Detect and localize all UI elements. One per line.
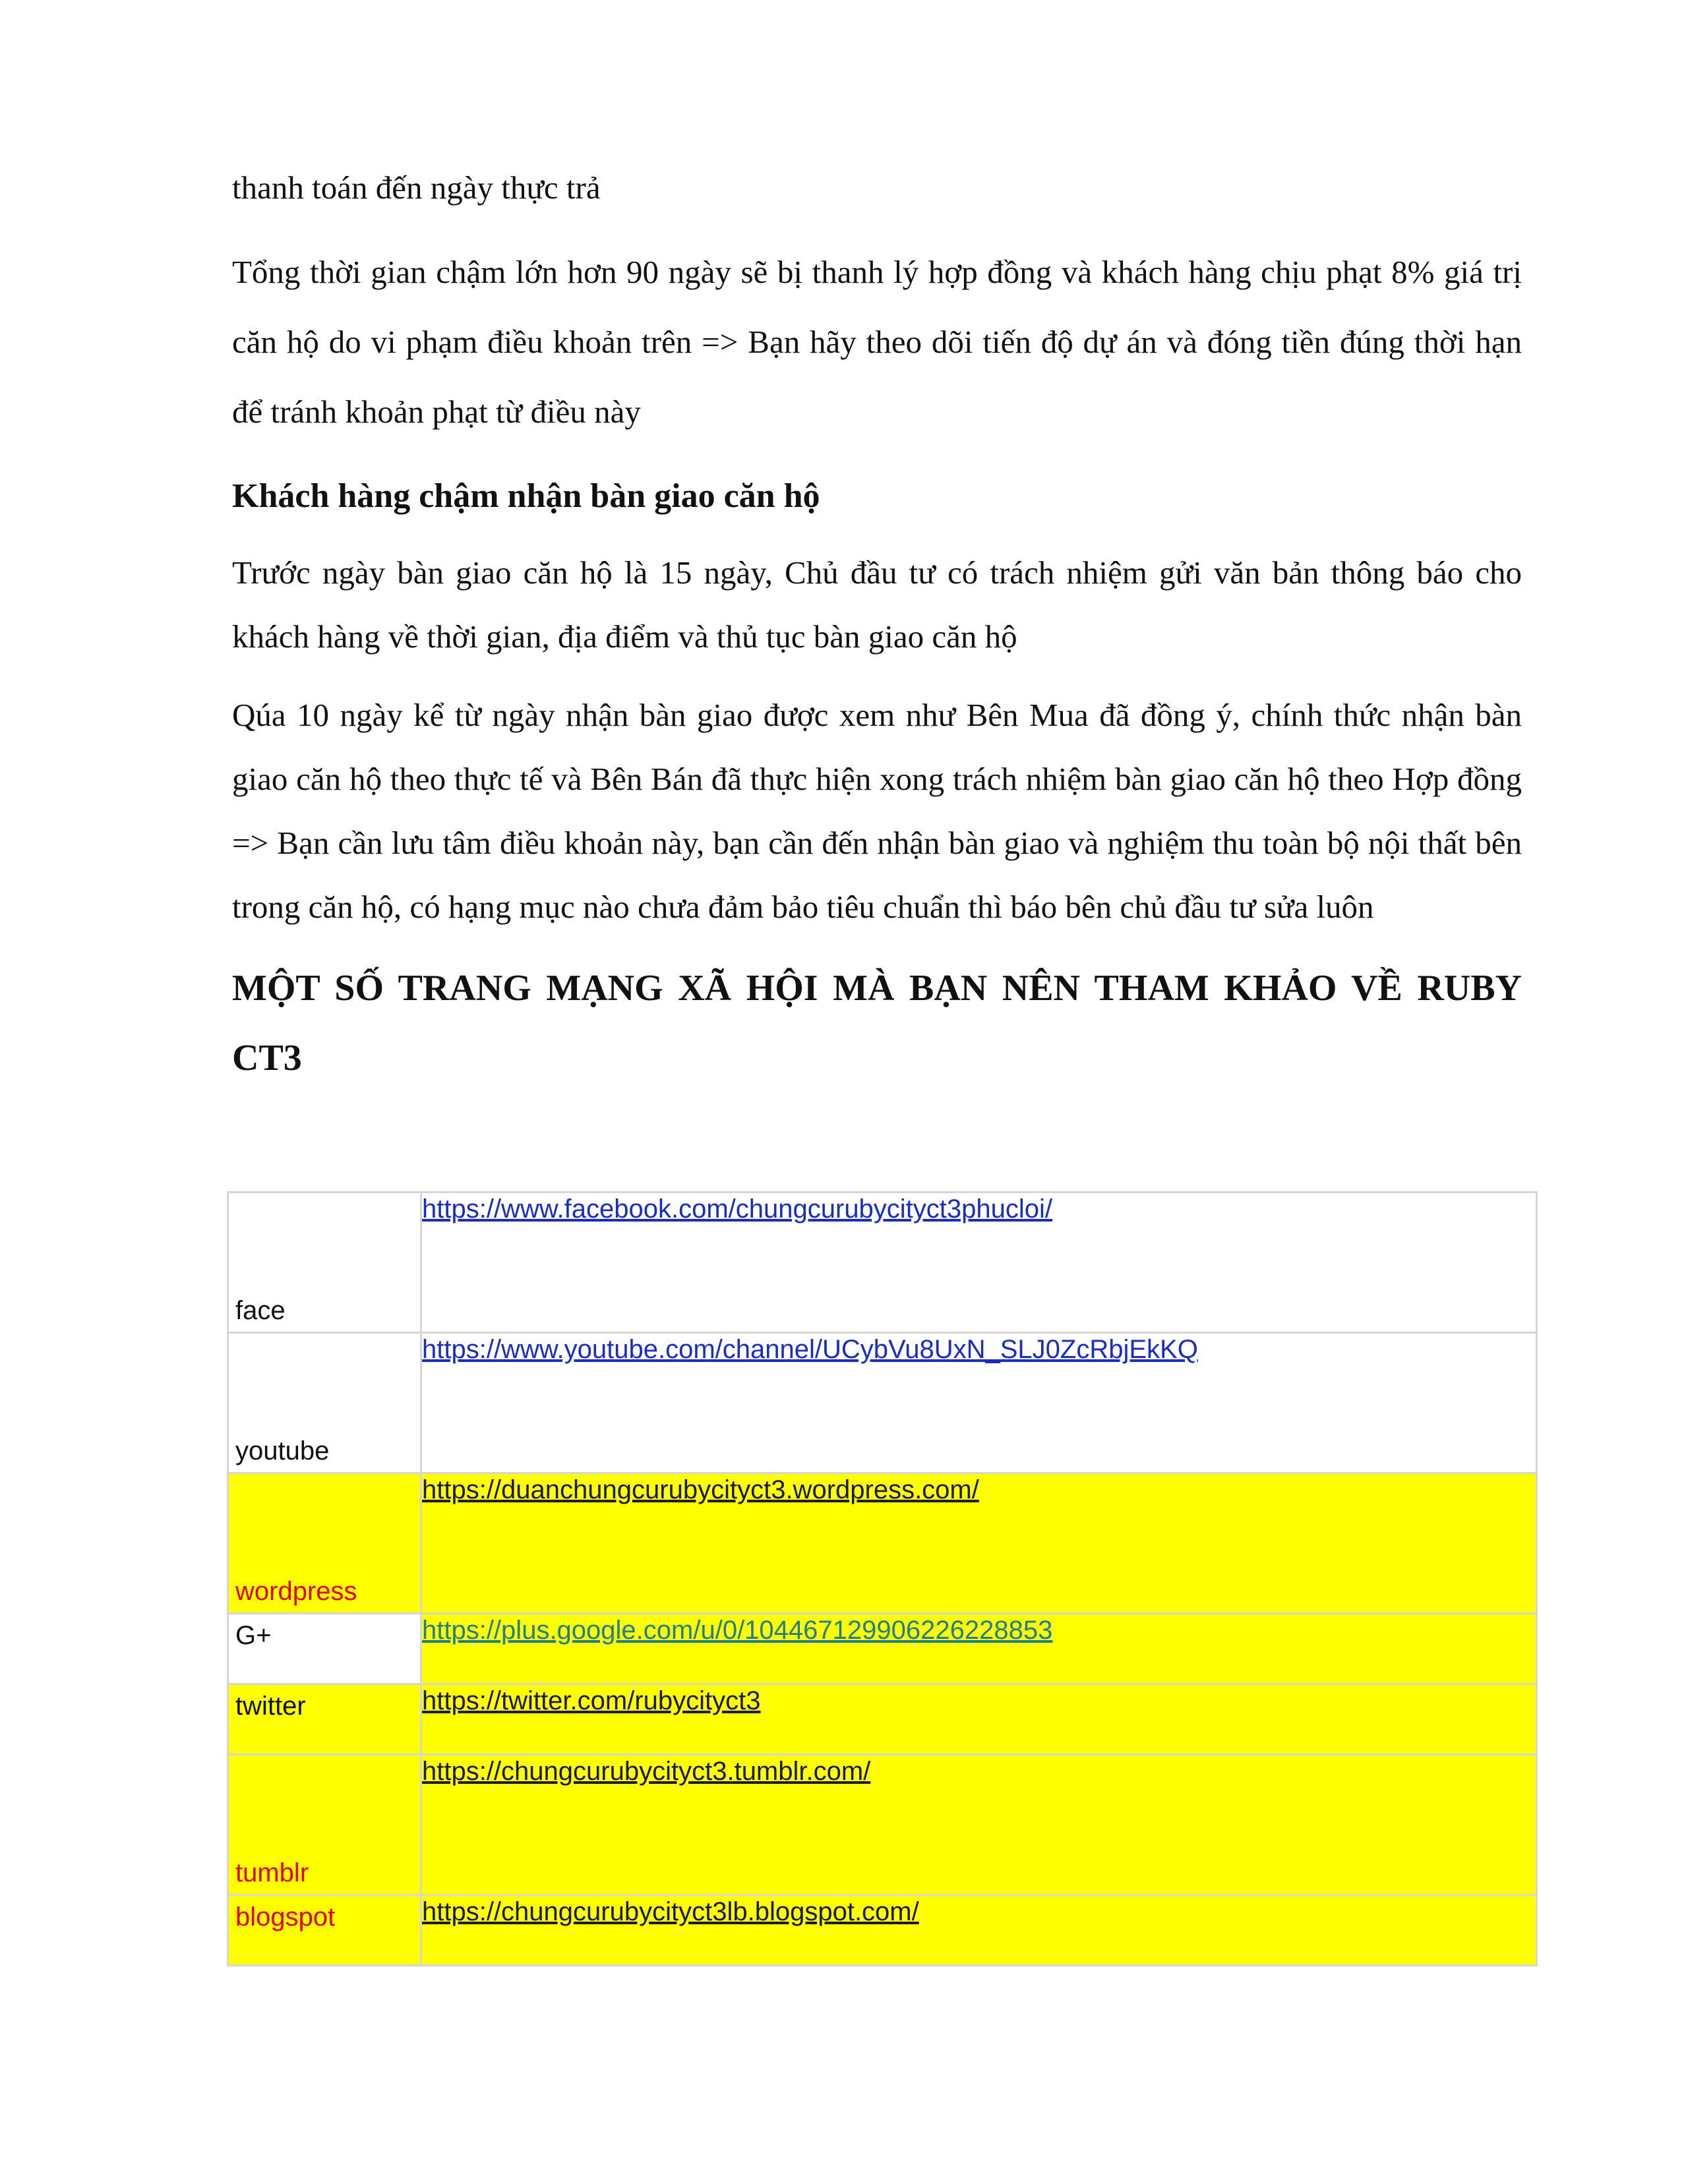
twitter-link[interactable]: https://twitter.com/rubycityct3 [422, 1686, 761, 1715]
row-label-blogspot: blogspot [235, 1903, 336, 1932]
table-row [228, 1193, 1537, 1333]
table-row [228, 1614, 1537, 1684]
table-row [228, 1473, 1537, 1614]
wordpress-link[interactable]: https://duanchungcurubycityct3.wordpress.com/ [422, 1475, 979, 1504]
label-cell [228, 1193, 421, 1333]
social-links-table [227, 1191, 1538, 1966]
heading-late-handover: Khách hàng chậm nhận bàn giao căn hộ [232, 477, 820, 515]
heading-social-links: MỘT SỐ TRANG MẠNG XÃ HỘI MÀ BẠN NÊN THAM KHẢO VỀ RUBY CT3 [232, 968, 1522, 1078]
youtube-link[interactable]: https://www.youtube.com/channel/UCybVu8UxN_SLJ0ZcRbjEkKQ [422, 1335, 1198, 1364]
url-cell [421, 1333, 1537, 1473]
google-plus-link[interactable]: https://plus.google.com/u/0/104467129906226228853 [422, 1616, 1053, 1645]
paragraph-payment-end: thanh toán đến ngày thực trả [232, 169, 601, 206]
table-row [228, 1333, 1537, 1473]
label-cell [228, 1895, 421, 1966]
paragraph-handover-deadline: Qúa 10 ngày kể từ ngày nhận bàn giao được xem như Bên Mua đã đồng ý, chính thức nhận bàn giao căn hộ theo thực tế và Bên Bán đã thực hiện xong trách nhiệm bàn giao căn hộ theo Hợp đồng => Bạn cần lưu tâm điều khoản này, bạn cần đến nhận bàn giao và nghiệm thu toàn bộ nội thất bên trong căn hộ, có hạng mục nào chưa đảm bảo tiêu chuẩn thì báo bên chủ đầu tư sửa luôn [232, 697, 1522, 925]
url-cell [421, 1614, 1537, 1684]
label-cell [228, 1755, 421, 1895]
table-row [228, 1895, 1537, 1966]
row-label-google-plus: G+ [235, 1621, 272, 1650]
paragraph-handover-notice: Trước ngày bàn giao căn hộ là 15 ngày, Chủ đầu tư có trách nhiệm gửi văn bản thông báo cho khách hàng về thời gian, địa điểm và thủ tục bàn giao căn hộ [232, 554, 1522, 655]
document-body [232, 153, 1522, 1093]
row-label-youtube: youtube [235, 1436, 330, 1465]
label-cell [228, 1473, 421, 1614]
row-label-wordpress: wordpress [235, 1577, 357, 1606]
label-cell [228, 1333, 421, 1473]
label-cell [228, 1614, 421, 1684]
blogspot-link[interactable]: https://chungcurubycityct3lb.blogspot.com/ [422, 1897, 919, 1926]
url-cell [421, 1473, 1537, 1614]
url-cell [421, 1755, 1537, 1895]
tumblr-link[interactable]: https://chungcurubycityct3.tumblr.com/ [422, 1757, 871, 1786]
table-row [228, 1684, 1537, 1755]
row-label-facebook: face [235, 1296, 286, 1325]
url-cell [421, 1193, 1537, 1333]
url-cell [421, 1684, 1537, 1755]
label-cell [228, 1684, 421, 1755]
row-label-twitter: twitter [235, 1692, 306, 1721]
table-row [228, 1755, 1537, 1895]
facebook-link[interactable]: https://www.facebook.com/chungcurubycityct3phucloi/ [422, 1195, 1053, 1224]
row-label-tumblr: tumblr [235, 1858, 309, 1887]
paragraph-late-penalty: Tổng thời gian chậm lớn hơn 90 ngày sẽ bị thanh lý hợp đồng và khách hàng chịu phạt 8% giá trị căn hộ do vi phạm điều khoản trên => Bạn hãy theo dõi tiến độ dự án và đóng tiền đúng thời hạn để tránh khoản phạt từ điều này [232, 254, 1522, 430]
url-cell [421, 1895, 1537, 1966]
